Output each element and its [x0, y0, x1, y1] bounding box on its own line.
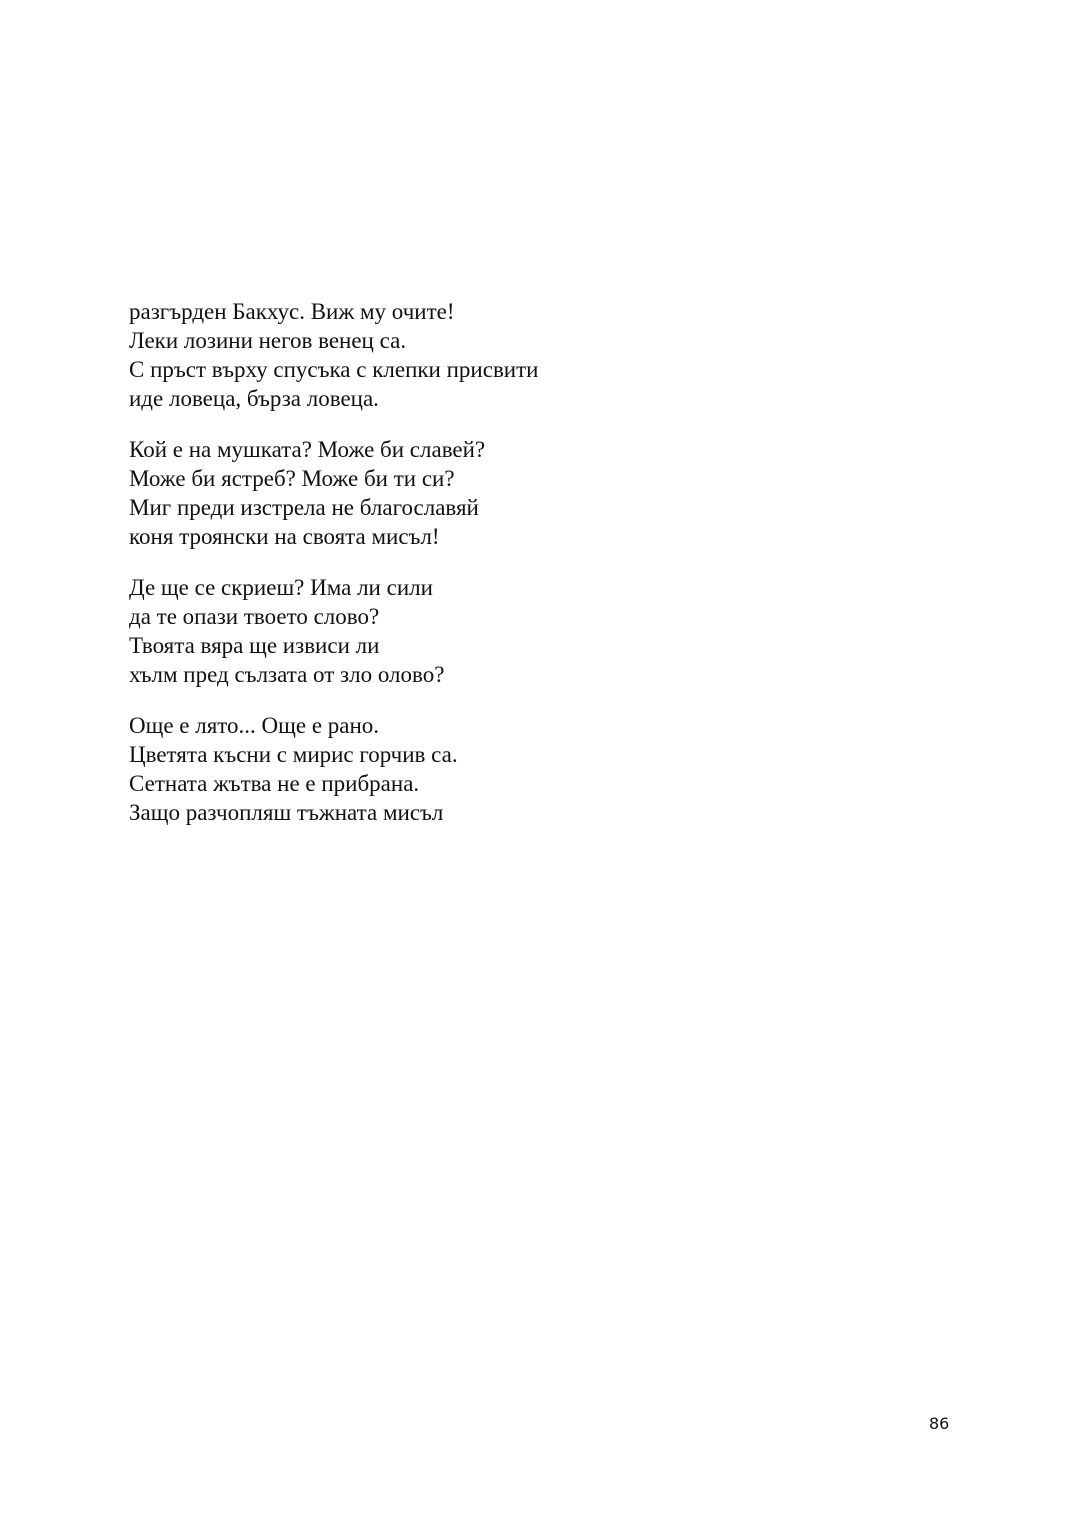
poem-line: Още е лято... Още е рано.	[129, 713, 380, 738]
page-number: 86	[929, 1414, 950, 1433]
poem-line: Сетната жътва не е прибрана.	[129, 771, 420, 796]
poem-line: Защо разчопляш тъжната мисъл	[129, 800, 444, 825]
poem-line: Миг преди изстрела не благославяй	[129, 495, 479, 520]
stanza-1	[129, 297, 929, 413]
poem-line: Леки лозини негов венец са.	[129, 328, 407, 353]
poem-line: коня троянски на своята мисъл!	[129, 524, 440, 549]
poem-line: С пръст върху спусъка с клепки присвити	[129, 357, 539, 382]
poem-line: хълм пред сълзата от зло олово?	[129, 662, 445, 687]
poem-line: Цветята късни с мирис горчив са.	[129, 742, 458, 767]
poem-line: Може би ястреб? Може би ти си?	[129, 466, 455, 491]
stanza-4	[129, 711, 929, 827]
poem-line: Твоята вяра ще извиси ли	[129, 633, 380, 658]
poem-line: Де ще се скриеш? Има ли сили	[129, 575, 433, 600]
poem-line: Кой е на мушката? Може би славей?	[129, 437, 486, 462]
poem-body	[129, 297, 929, 849]
poem-line: да те опази твоето слово?	[129, 604, 380, 629]
stanza-3	[129, 573, 929, 689]
stanza-2	[129, 435, 929, 551]
poem-line: разгърден Бакхус. Виж му очите!	[129, 299, 455, 324]
poem-line: иде ловеца, бърза ловеца.	[129, 386, 379, 411]
